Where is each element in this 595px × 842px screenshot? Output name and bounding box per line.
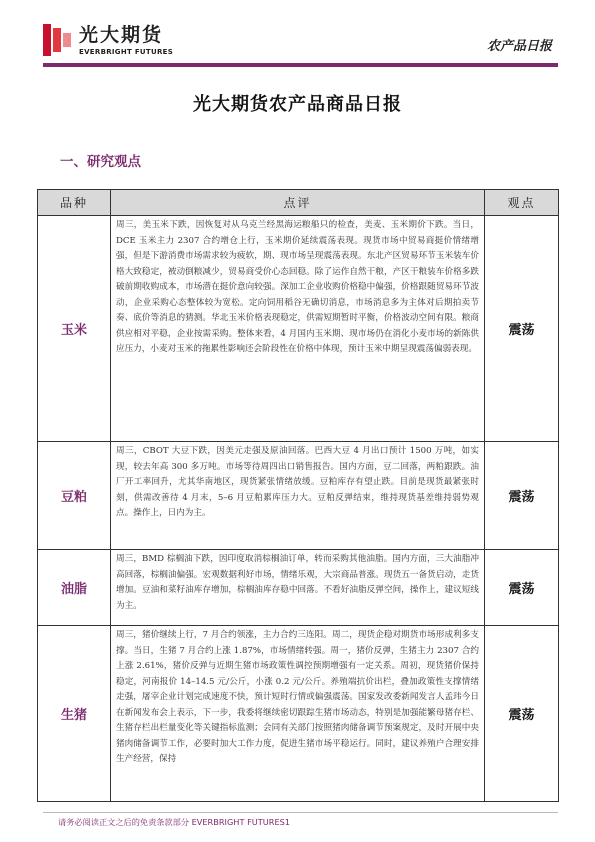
table-row <box>38 442 559 550</box>
section-heading: 一、研究观点 <box>60 154 141 170</box>
column-header-variety: 品种 <box>38 190 111 216</box>
document-title: 光大期货农产品商品日报 <box>193 94 402 115</box>
comment-cell: 周三，CBOT 大豆下跌，因美元走强及原油回落。巴西大豆 4 月出口预计 1500 万吨，如实现，较去年高 300 多万吨。市场等待周四出口销售报告。国内方面，豆二回落，两粕跟跌。油厂开工率回升，尤其华南地区，现货紧张情绪放缓。豆粕库存有望止跌。目前是现货最紧张时刻，供需改善待 4 月末，5–6 月豆粕累库压力大。豆粕反弹结束，维持现货基差维持弱势观点。操作上，日内为主。 <box>111 442 485 550</box>
view-cell: 震荡 <box>485 626 559 802</box>
table-header-row <box>38 190 559 216</box>
comment-cell: 周三，BMD 棕榈油下跌，因印度取消棕榈油订单，转而采购其他油脂。国内方面，三大油脂冲高回落，棕榈油偏强。宏观数据利好市场，情绪乐观，大宗商品普涨。现货五一备货启动，走货增加。豆油和菜籽油库存增加，棕榈油库存稳中回落。不看好油脂反弹空间，操作上，建议短线为主。 <box>111 550 485 626</box>
comment-cell: 周三，猪价继续上行，7 月合约领涨，主力合约三连阳。周二，现货企稳对期货市场形成利多支撑。当日，生猪 7 月合约上涨 1.87%，市场情绪转强。周一，猪价反弹，生猪主力 2307 合约上涨 2.61%，猪价反弹与近期生猪市场政策性调控预期增强有一定关系。周初，现货猪价保持稳定，河南报价 14–14.5 元/公斤，小涨 0.2 元/公斤。养殖端抗价出栏，叠加政策性支撑情绪走强，屠宰企业计划完成速度不快，预计短时行情或偏强震荡。国家发改委新闻发言人孟玮今日在新闻发布会上表示，下一步，我委将继续密切跟踪生猪市场动态，特别是加强能繁母猪存栏、生猪存栏出栏量变化等关键指标监测；会同有关部门按照猪肉储备调节预案规定，及时开展中央猪肉储备调节工作，必要时加大工作力度，促进生猪市场平稳运行。同时，建议养殖户合理安排生产经营，保持 <box>111 626 485 802</box>
variety-cell: 玉米 <box>38 216 111 442</box>
header-divider <box>43 63 558 67</box>
table-row <box>38 550 559 626</box>
column-header-comment: 点评 <box>111 190 485 216</box>
view-cell: 震荡 <box>485 442 559 550</box>
page-header <box>43 22 558 64</box>
view-cell: 震荡 <box>485 216 559 442</box>
report-type-label: 农产品日报 <box>486 39 552 54</box>
footer-disclaimer: 请务必阅读正文之后的免责条款部分 EVERBRIGHT FUTURES1 <box>58 817 291 827</box>
variety-cell: 生猪 <box>38 626 111 802</box>
footer-divider <box>43 812 558 813</box>
everbright-logo-icon <box>43 24 73 56</box>
variety-cell: 油脂 <box>38 550 111 626</box>
table-row <box>38 626 559 802</box>
comment-cell: 周三，美玉米下跌，因恢复对从乌克兰经黑海运粮船只的检查，美麦、玉米期价下跌。当日，DCE 玉米主力 2307 合约增仓上行，玉米期价延续震荡表现。现货市场中贸易商挺价情绪增强，但是下游消费市场需求较为疲软，期、现市场呈现震荡表现。东北产区贸易环节玉米装车价格大致稳定，被动倒粮减少，贸易商受价心态回稳。除了运作自然干粮，产区干粮装车价格多跌破前期收购成本，市场潜在挺价意向较强。深加工企业收购价格稳中偏强，价格跟随贸易环节波动，企业采购心态整体较为宽松。定向饲用稻谷无确切消息，市场消息多为主体对后期拍卖节奏、底价等消息的猜测。华北玉米价格表现稳定，供需短期暂时平衡，价格波动空间有限。粮商供应相对平稳，企业按需采购。整体来看，4 月国内玉米期、现市场仍在消化小麦市场的新陈供应压力，小麦对玉米的拖累性影响还会阶段性在价格中体现，预计玉米中期呈现震荡偏弱表现。 <box>111 216 485 442</box>
logo-subtext: EVERBRIGHT FUTURES <box>79 48 174 56</box>
column-header-view: 观点 <box>485 190 559 216</box>
table-row <box>38 216 559 442</box>
logo-text: 光大期货 <box>79 24 164 46</box>
commodity-table <box>37 189 559 802</box>
variety-cell: 豆粕 <box>38 442 111 550</box>
view-cell: 震荡 <box>485 550 559 626</box>
